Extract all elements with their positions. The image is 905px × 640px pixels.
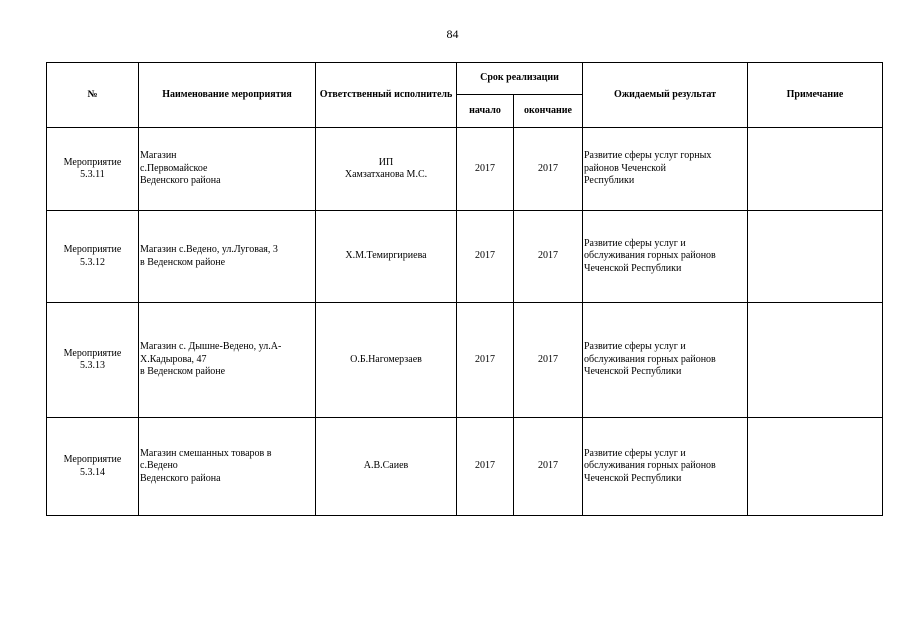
table-row <box>47 418 883 516</box>
table-body <box>47 128 883 516</box>
table-row <box>47 211 883 303</box>
cell-responsible <box>316 128 457 211</box>
table-header-row <box>47 63 883 95</box>
cell-num-line: Мероприятие <box>63 244 122 255</box>
cell-name-line: Веденского района <box>140 175 221 187</box>
cell-start: 2017 <box>457 418 514 516</box>
cell-name-line: с.Ведено <box>140 460 178 472</box>
cell-end: 2017 <box>514 418 583 516</box>
cell-name-line: Магазин <box>140 150 177 162</box>
cell-responsible <box>316 211 457 303</box>
cell-name-line: Веденского района <box>140 472 221 484</box>
cell-result-line: районов Чеченской <box>584 162 667 174</box>
cell-result-line: Развитие сферы услуг и <box>584 447 686 459</box>
cell-num-line: Мероприятие <box>63 156 122 168</box>
cell-num-line: 5.3.11 <box>80 169 105 180</box>
cell-name-line: в Веденском районе <box>140 366 226 378</box>
cell-result-line: Развитие сферы услуг горных <box>584 150 712 162</box>
cell-result-line: Чеченской Республики <box>584 262 682 274</box>
cell-name <box>139 303 316 418</box>
cell-name-line: Магазин с. Дышне-Ведено, ул.А- <box>140 341 282 353</box>
cell-result <box>583 303 748 418</box>
cell-responsible-line: А.В.Саиев <box>363 460 409 472</box>
table-row <box>47 303 883 418</box>
cell-result-line: обслуживания горных районов <box>584 250 716 262</box>
cell-num <box>47 418 139 516</box>
cell-end: 2017 <box>514 303 583 418</box>
cell-responsible <box>316 303 457 418</box>
cell-responsible-line: О.Б.Нагомерзаев <box>350 353 422 365</box>
cell-note <box>748 211 883 303</box>
cell-num-line: 5.3.13 <box>80 360 105 371</box>
cell-start: 2017 <box>457 303 514 418</box>
header-period: Срок реализации <box>457 63 583 95</box>
table-row <box>47 128 883 211</box>
cell-responsible <box>316 418 457 516</box>
header-end: окончание <box>514 95 583 128</box>
cell-num <box>47 303 139 418</box>
cell-result <box>583 128 748 211</box>
cell-note <box>748 418 883 516</box>
cell-num-line: Мероприятие <box>63 347 122 359</box>
cell-num <box>47 211 139 303</box>
cell-result-line: Развитие сферы услуг и <box>584 237 686 249</box>
header-note: Примечание <box>748 63 883 128</box>
cell-result-line: обслуживания горных районов <box>584 460 716 472</box>
cell-note <box>748 128 883 211</box>
cell-num-line: Мероприятие <box>63 454 122 465</box>
cell-result-line: Чеченской Республики <box>584 472 682 484</box>
cell-result-line: Республики <box>584 175 635 187</box>
cell-note <box>748 303 883 418</box>
cell-end: 2017 <box>514 128 583 211</box>
cell-num-line: 5.3.12 <box>80 256 105 268</box>
header-name: Наименование мероприятия <box>139 63 316 128</box>
cell-name-line: Магазин с.Ведено, ул.Луговая, 3 <box>140 244 278 255</box>
header-responsible: Ответственный исполнитель <box>316 63 457 128</box>
cell-responsible-line: ИП <box>378 156 394 168</box>
cell-responsible-line: Хамзатханова М.С. <box>344 169 428 180</box>
cell-responsible-line: Х.М.Темиргириева <box>345 250 427 262</box>
measures-table <box>46 62 883 516</box>
cell-name-line: Магазин смешанных товаров в <box>140 447 272 459</box>
cell-result <box>583 418 748 516</box>
cell-name-line: с.Первомайское <box>140 162 208 174</box>
header-start: начало <box>457 95 514 128</box>
cell-start: 2017 <box>457 211 514 303</box>
cell-name <box>139 418 316 516</box>
cell-num-line: 5.3.14 <box>80 466 105 478</box>
cell-name-line: Х.Кадырова, 47 <box>140 353 207 365</box>
cell-result-line: Развитие сферы услуг и <box>584 341 686 353</box>
cell-name <box>139 211 316 303</box>
cell-result <box>583 211 748 303</box>
cell-end: 2017 <box>514 211 583 303</box>
page-number: 84 <box>446 27 459 41</box>
cell-num <box>47 128 139 211</box>
cell-start: 2017 <box>457 128 514 211</box>
cell-result-line: обслуживания горных районов <box>584 353 716 365</box>
cell-result-line: Чеченской Республики <box>584 366 682 378</box>
cell-name-line: в Веденском районе <box>140 256 226 268</box>
header-num: № <box>47 63 139 128</box>
cell-name <box>139 128 316 211</box>
header-result: Ожидаемый результат <box>583 63 748 128</box>
